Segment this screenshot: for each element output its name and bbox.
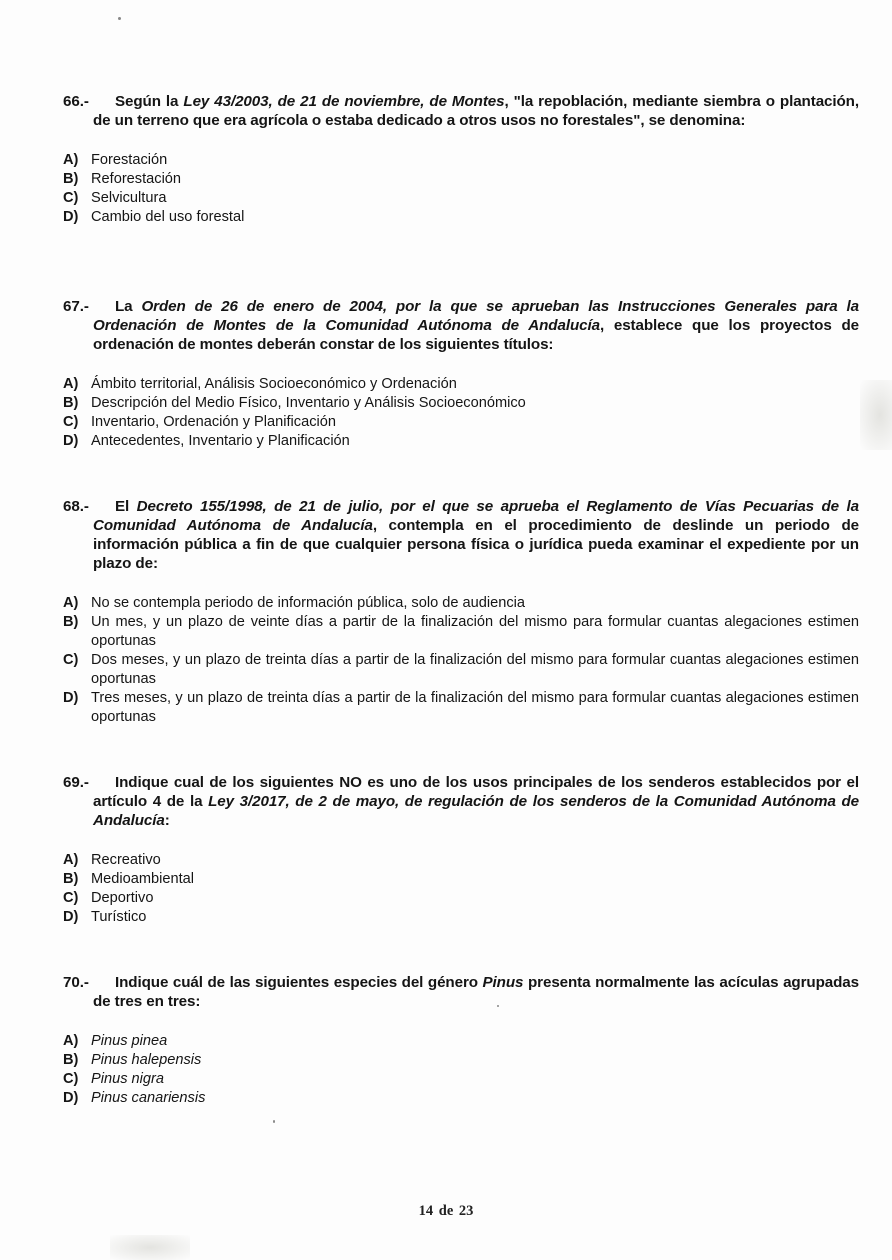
option-letter: D) — [63, 1090, 79, 1106]
stem-text: , contempla en el procedimiento de deslinde un periodo de información pública a fin de que cualquier persona física o jurídica pueda examinar el expediente por un plazo de: — [93, 517, 859, 572]
stem-text: El — [115, 498, 137, 515]
answer-option-b — [63, 870, 859, 889]
option-letter: C) — [63, 1071, 79, 1087]
legal-reference: Decreto 155/1998, de 21 de julio, por el que se aprueba el Reglamento de Vías Pecuarias de la Comunidad Autónoma de Andalucía — [93, 498, 859, 534]
answer-options — [63, 1032, 859, 1108]
answer-option-a — [63, 594, 859, 613]
stem-text: , "la repoblación, mediante siembra o plantación, de un terreno que era agrícola o estaba dedicado a otros usos no forestales", se denomina: — [93, 93, 859, 129]
scan-smudge — [110, 1235, 190, 1260]
answer-option-a — [63, 851, 859, 870]
answer-option-c — [63, 1070, 859, 1089]
stem-text: Indique cuál de las siguientes especies del género — [115, 974, 483, 991]
answer-options — [63, 375, 859, 451]
question-68 — [63, 497, 859, 727]
stem-text: La — [115, 298, 142, 315]
answer-option-c — [63, 413, 859, 432]
legal-reference: Orden de 26 de enero de 2004, por la que se aprueban las Instrucciones Generales para la Ordenación de Montes de la Comunidad Autónoma de Andalucía — [93, 298, 859, 334]
answer-options — [63, 594, 859, 727]
question-70 — [63, 973, 859, 1108]
answer-option-d — [63, 908, 859, 927]
answer-option-a — [63, 375, 859, 394]
option-text: No se contempla periodo de información pública, solo de audiencia — [91, 595, 526, 611]
option-letter: B) — [63, 395, 79, 411]
option-letter: C) — [63, 652, 79, 668]
question-number: 68.- — [63, 498, 89, 515]
option-text: Reforestación — [91, 171, 182, 187]
question-number: 70.- — [63, 974, 89, 991]
question-number: 67.- — [63, 298, 89, 315]
option-letter: C) — [63, 190, 79, 206]
option-text: Un mes, y un plazo de veinte días a partir de la finalización del mismo para formular cuantas alegaciones estimen oportunas — [91, 614, 859, 649]
stem-text: : — [164, 812, 170, 829]
question-stem — [63, 297, 859, 354]
option-letter: A) — [63, 852, 79, 868]
option-text: Recreativo — [91, 852, 161, 868]
legal-reference: Ley 43/2003, de 21 de noviembre, de Montes — [183, 93, 505, 110]
stem-text: presenta normalmente las acículas agrupadas de tres en tres: — [93, 974, 859, 1010]
option-text: Forestación — [91, 152, 168, 168]
option-text: Antecedentes, Inventario y Planificación — [91, 433, 350, 449]
answer-option-b — [63, 1051, 859, 1070]
option-letter: C) — [63, 414, 79, 430]
option-text: Selvicultura — [91, 190, 167, 206]
answer-option-d — [63, 432, 859, 451]
answer-option-d — [63, 208, 859, 227]
option-letter: A) — [63, 152, 79, 168]
option-text: Descripción del Medio Físico, Inventario y Análisis Socioeconómico — [91, 395, 526, 411]
scan-speck — [273, 1120, 275, 1123]
option-letter: D) — [63, 433, 79, 449]
option-text: Cambio del uso forestal — [91, 209, 245, 225]
answer-option-c — [63, 651, 859, 689]
answer-option-b — [63, 613, 859, 651]
answer-option-d — [63, 1089, 859, 1108]
option-letter: D) — [63, 909, 79, 925]
legal-reference: Ley 3/2017, de 2 de mayo, de regulación de los senderos de la Comunidad Autónoma de Andalucía — [93, 793, 859, 829]
question-stem — [63, 773, 859, 830]
option-text: Ámbito territorial, Análisis Socioeconómico y Ordenación — [91, 376, 457, 392]
question-stem — [63, 92, 859, 130]
legal-reference: Pinus — [482, 974, 524, 991]
answer-option-c — [63, 889, 859, 908]
option-text: Turístico — [91, 909, 147, 925]
stem-text: Indique cual de los siguientes NO es uno de los usos principales de los senderos establecidos por el artículo 4 de la — [93, 774, 859, 810]
answer-option-a — [63, 1032, 859, 1051]
answer-option-d — [63, 689, 859, 727]
option-letter: B) — [63, 614, 79, 630]
option-text: Medioambiental — [91, 871, 195, 887]
option-letter: A) — [63, 376, 79, 392]
option-text: Inventario, Ordenación y Planificación — [91, 414, 336, 430]
option-text: Tres meses, y un plazo de treinta días a partir de la finalización del mismo para formular cuantas alegaciones estimen oportunas — [91, 690, 859, 725]
answer-option-b — [63, 170, 859, 189]
stem-text: , establece que los proyectos de ordenación de montes deberán constar de los siguientes títulos: — [93, 317, 859, 353]
option-text: Deportivo — [91, 890, 154, 906]
option-letter: A) — [63, 1033, 79, 1049]
answer-option-c — [63, 189, 859, 208]
option-letter: B) — [63, 1052, 79, 1068]
answer-options — [63, 151, 859, 227]
question-67 — [63, 297, 859, 451]
option-letter: A) — [63, 595, 79, 611]
option-letter: C) — [63, 890, 79, 906]
option-text: Pinus pinea — [91, 1033, 168, 1049]
question-stem — [63, 973, 859, 1011]
answer-option-a — [63, 151, 859, 170]
option-letter: B) — [63, 871, 79, 887]
question-stem — [63, 497, 859, 573]
question-number: 66.- — [63, 93, 89, 110]
question-number: 69.- — [63, 774, 89, 791]
page-number: 14 de 23 — [418, 1203, 474, 1219]
scan-speck — [118, 17, 121, 20]
option-text: Pinus canariensis — [91, 1090, 206, 1106]
question-69 — [63, 773, 859, 927]
option-letter: D) — [63, 690, 79, 706]
scan-smudge — [860, 380, 892, 450]
option-letter: D) — [63, 209, 79, 225]
stem-text: Según la — [115, 93, 184, 110]
question-66 — [63, 92, 859, 227]
option-text: Dos meses, y un plazo de treinta días a partir de la finalización del mismo para formular cuantas alegaciones estimen oportunas — [91, 652, 859, 687]
option-text: Pinus nigra — [91, 1071, 165, 1087]
option-letter: B) — [63, 171, 79, 187]
answer-options — [63, 851, 859, 927]
option-text: Pinus halepensis — [91, 1052, 202, 1068]
answer-option-b — [63, 394, 859, 413]
